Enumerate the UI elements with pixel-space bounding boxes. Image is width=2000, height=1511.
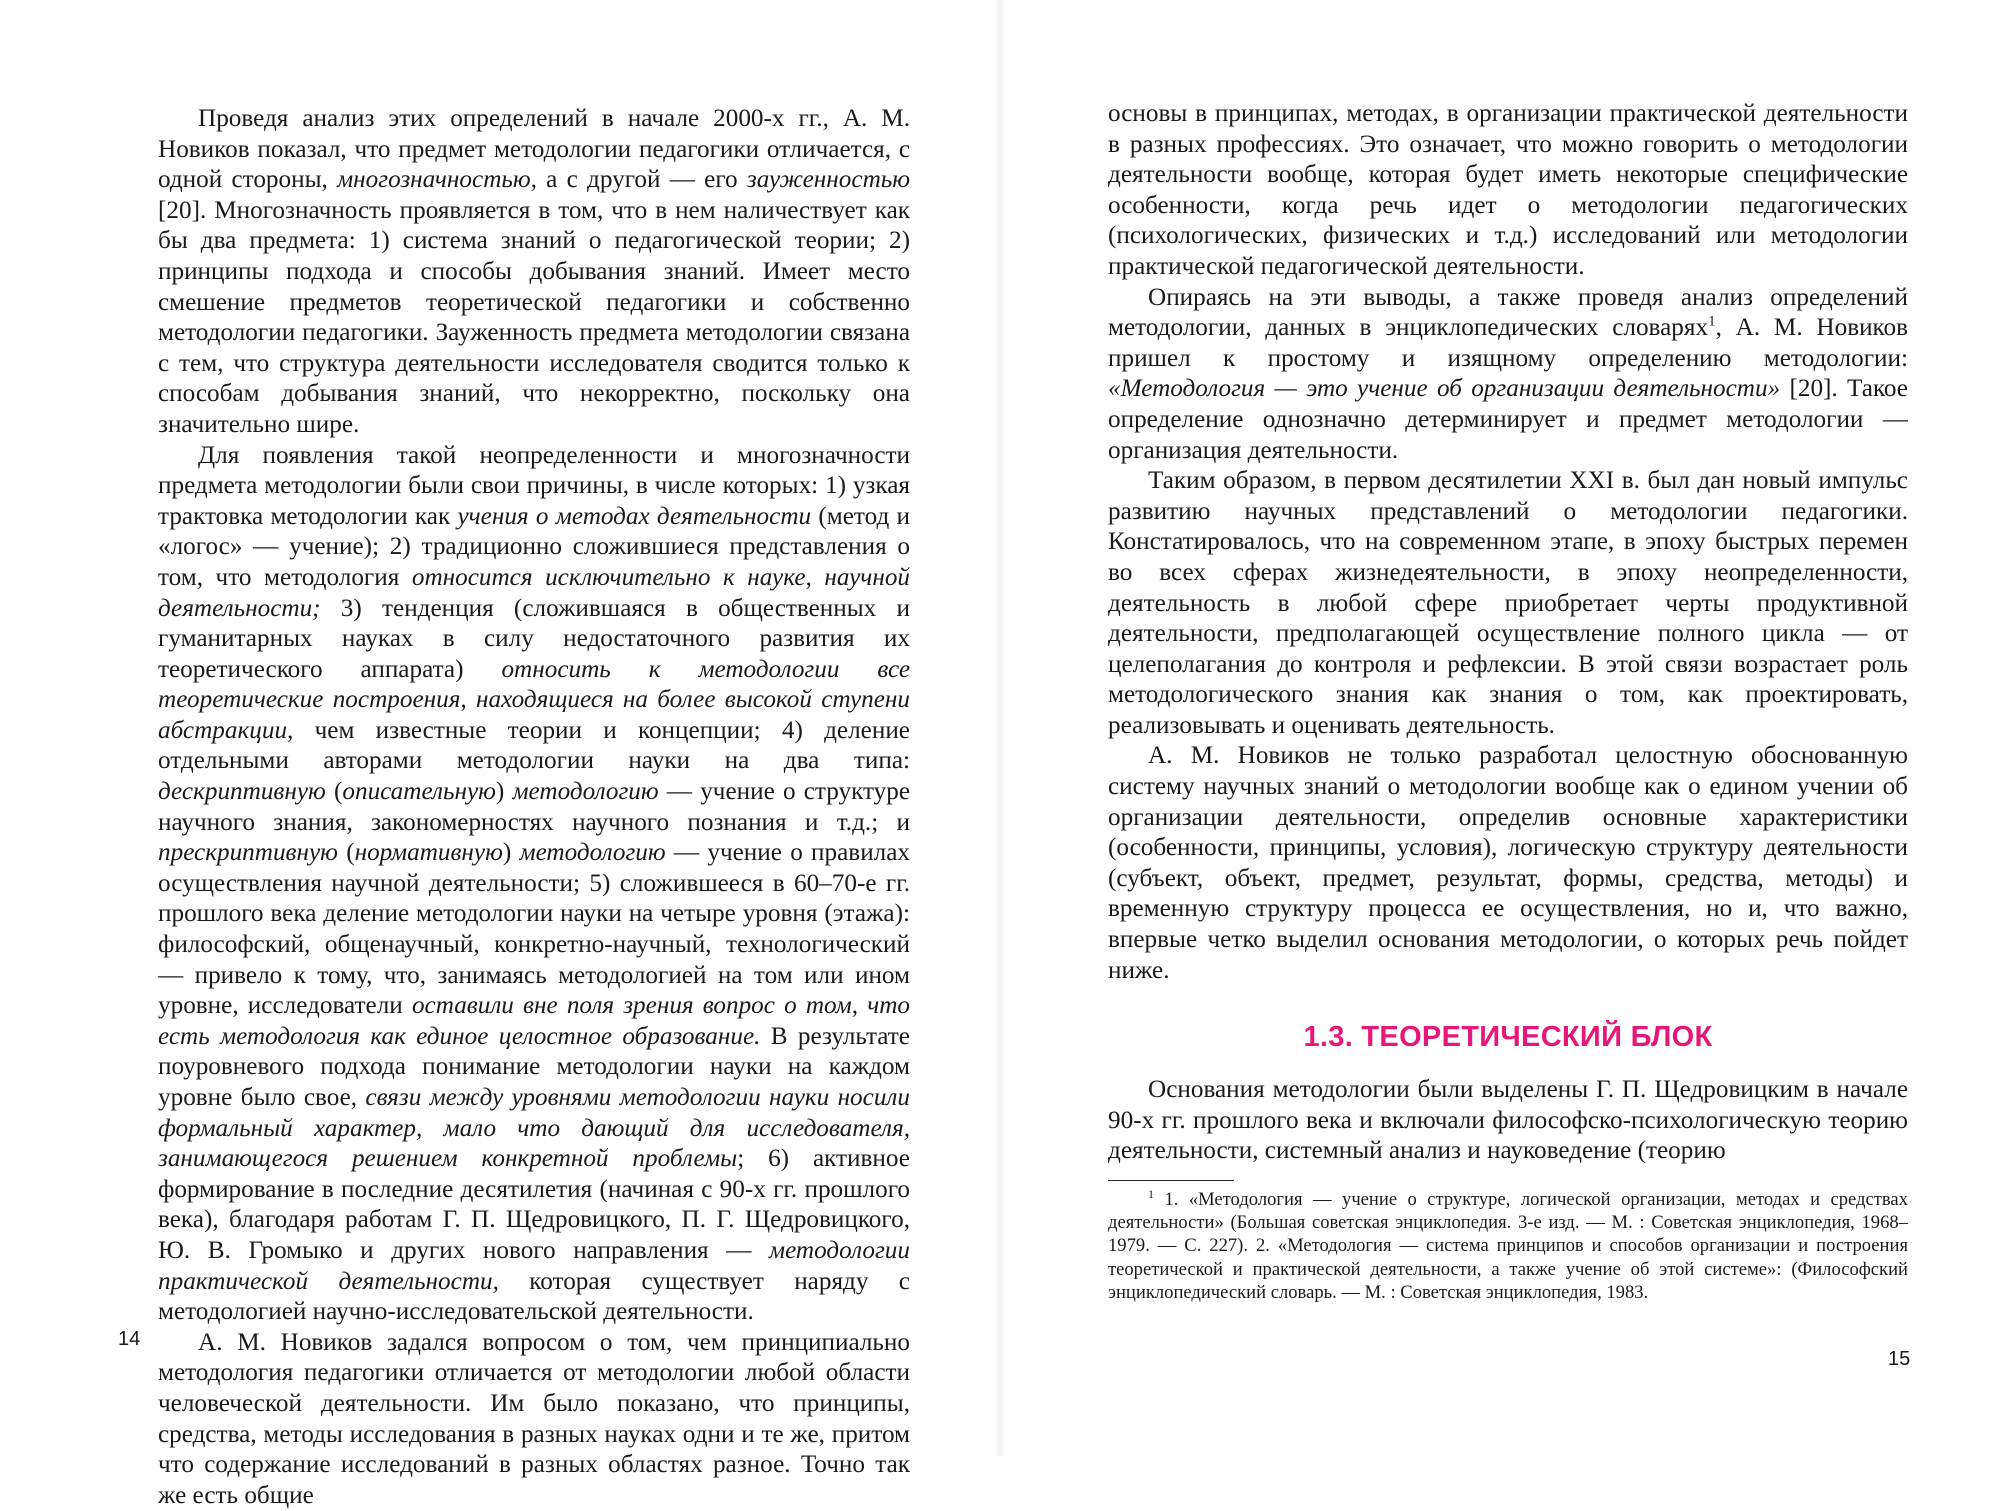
right-page xyxy=(1000,0,2000,1456)
page-number: 14 xyxy=(118,1328,141,1350)
left-page xyxy=(0,0,1000,1509)
footnote xyxy=(1108,1188,1908,1304)
paragraph: А. М. Новиков не только разработал целостную обоснованную систему научных знаний о методологии вообще как о едином учении об организации деятельности, определив основные характеристики (особенности, принципы, условия), логическую структуру деятельности (субъект, объект, предмет, результат, формы, средства, методы) и временную структуру процесса ее осуществления, но и, что важно, впервые четко выделил основания методологии, о которых речь пойдет ниже. xyxy=(1108,742,1908,984)
paragraph: Для появления такой неопределенности и многозначности предмета методологии были свои причины, в числе которых: 1) узкая трактовка методологии как учения о методах деятельности (метод и «логос» — учение); 2) традиционно сложившиеся представления о том, что методология относится исключительно к науке, научной деятельности; 3) тенденция (сложившаяся в общественных и гуманитарных науках в силу недостаточного развития их теоретического аппарата) относить к методологии все теоретические построения, находящиеся на более высокой ступени абстракции, чем известные теории и концепции; 4) деление отдельными авторами методологии науки на два типа: дескриптивную (описательную) методологию — учение о структуре научного знания, закономерностях научного познания и т.д.; и прескриптивную (нормативную) методологию — учение о правилах осуществления научной деятельности; 5) сложившееся в 60–70-е гг. прошлого века деление методологии науки на четыре уровня (этажа): философский, общенаучный, конкретно-научный, технологический — привело к тому, что, занимаясь методологией на том или ином уровне, исследователи оставили вне поля зрения вопрос о том, что есть методология как единое целостное образование. В результате поуровневого подхода понимание методологии науки на каждом уровне было свое, связи между уровнями методологии науки носили формальный характер, мало что дающий для исследователя, занимающегося решением конкретной проблемы; 6) активное формирование в последние десятилетия (начиная с 90-х гг. прошлого века), благодаря работам Г. П. Щедровицкого, П. Г. Щедровицкого, Ю. В. Громыко и других нового направления — методологии практической деятельности, которая существует наряду с методологией научно-исследовательской деятельности. xyxy=(158,441,911,1326)
section-heading: 1.3. ТЕОРЕТИЧЕСКИЙ БЛОК xyxy=(1303,1021,1713,1053)
paragraph: Проведя анализ этих определений в начале 2000-х гг., А. М. Новиков показал, что предмет методологии педагогики отличается, с одной стороны, многозначностью, а с другой — его зауженностью [20]. Многозначность проявляется в том, что в нем наличествует как бы два предмета: 1) система знаний о педагогической теории; 2) принципы подхода и способы добывания знаний. Имеет место смешение предметов теоретической педагогики и собственно методологии педагогики. Зауженность предмета методологии связана с тем, что структура деятельности исследователя сводится только к способам добывания знаний, что некорректно, поскольку она значительно шире. xyxy=(158,105,910,438)
footnote-divider xyxy=(1108,1180,1234,1181)
section-body xyxy=(1108,1075,1908,1167)
paragraph: А. М. Новиков задался вопросом о том, чем принципиально методология педагогики отличается от методологии любой области человеческой деятельности. Им было показано, что принципы, средства, методы исследования в разных науках одни и те же, притом что содержание исследований в разных областях разное. Точно так же есть общие xyxy=(158,1328,910,1509)
footnote-ref: 1 xyxy=(1708,313,1716,330)
paragraph: Опираясь на эти выводы, а также проведя анализ определений методологии, данных в энциклопедических словарях$^1$, А. М. Новиков пришел к простому и изящному определению методологии: «Методология — это учение об организации деятельности» [20]. Такое определение однозначно детерминирует и предмет методологии — организация деятельности. xyxy=(1108,283,1909,464)
footnote-mark: 1 xyxy=(1148,1186,1154,1201)
paragraph: Таким образом, в первом десятилетии XXI в. был дан новый импульс развитию научных представлений о методологии педагогики. Констатировалось, что на современном этапе, в эпоху быстрых перемен во всех сферах жизнедеятельности, в эпоху неопределенности, деятельность в любой сфере приобретает черты продуктивной деятельности, предполагающей осуществление полного цикла — от целеполагания до контроля и рефлексии. В этой связи возрастает роль методологического знания как знания о том, как проектировать, реализовывать и оценивать деятельность. xyxy=(1108,467,1908,739)
paragraph: Основания методологии были выделены Г. П. Щедровицким в начале 90-х гг. прошлого века и включали философско-психологическую теорию деятельности, системный анализ и науковедение (теорию xyxy=(1108,1076,1908,1165)
left-page-body xyxy=(158,104,910,1511)
right-page-body xyxy=(1108,99,1908,986)
paragraph: основы в принципах, методах, в организации практической деятельности в разных профессиях. Это означает, что можно говорить о методологии деятельности вообще, которая будет иметь некоторые специфические особенности, когда речь идет о методологии педагогических (психологических, физических и т.д.) исследований или методологии практической педагогической деятельности. xyxy=(1108,100,1908,280)
page-number: 15 xyxy=(1888,1348,1911,1370)
footnote-text: 1. «Методология — учение о структуре, логической организации, методах и средствах деятельности» (Большая советская энциклопедия. 3-е изд. — М. : Советская энциклопедия, 1968–1979. — С. 227). 2. «Методология — система принципов и способов организации и построения теоретической и практической деятельности, а также учение об этой системе»: (Философский энциклопедический словарь. — М. : Советская энциклопедия, 1983. xyxy=(1108,1189,1908,1303)
